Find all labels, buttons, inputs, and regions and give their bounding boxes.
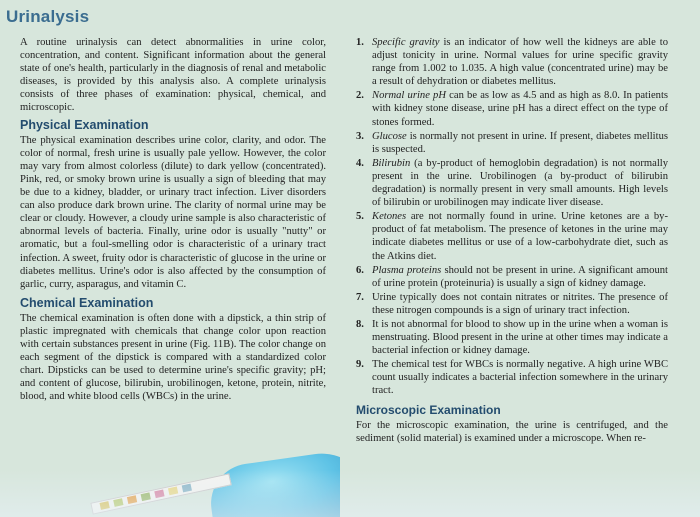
intro-paragraph: A routine urinalysis can detect abnormalities in urine color, concentration, and content. Significant information about the general state of one's health, particularly in the diagnosis of renal and metabolic diseases, is provided by this analysis also. A complete urinalysis consists of three phases of examination: physical, chemical, and microscopic. bbox=[20, 37, 326, 114]
list-item: 9. The chemical test for WBCs is normally negative. A high urine WBC count usually indicates a bacterial infection somewhere in the urinary tract. bbox=[356, 359, 669, 397]
chemical-heading: Chemical Examination bbox=[20, 295, 154, 310]
list-item: 8. It is not abnormal for blood to show up in the urine when a woman is menstruating. Blood present in the urine at other times may indicate a bacterial infection or kidney damage. bbox=[356, 318, 668, 357]
list-item: 7. Urine typically does not contain nitrates or nitrites. The presence of these nitrogen compounds is a sign of urinary tract infection. bbox=[356, 291, 668, 316]
chemical-paragraph: The chemical examination is often done with a dipstick, a thin strip of plastic impregnated with chemicals that change color upon reaction with certain substances present in urine (Fig. 11B). The color change on each segment of the dipstick is compared with a standardized color chart. Dipsticks can be used to determine urine's specific gravity; pH; and content of glucose, bilirubin, urobilinogen, ketone, protein, nitrite, blood, and white blood cells (WBCs) in the urine. bbox=[20, 312, 326, 403]
list-item: 2. Normal urine pH can be as low as 4.5 and as high as 8.0. In patients with kidney stone disease, urine pH has a direct effect on the type of stones formed. bbox=[356, 90, 669, 128]
list-item: 1. Specific gravity is an indicator of how well the kidneys are able to adjust tonicity in urine. Normal values for urine specific gravity range from 1.002 to 1.035. A high value (concentrated urine) may be a result of dehydration or diabetes mellitus. bbox=[356, 37, 668, 88]
dipstick-photo bbox=[90, 440, 340, 517]
left-column bbox=[20, 36, 326, 404]
page-title: Urinalysis bbox=[6, 7, 90, 26]
physical-heading: Physical Examination bbox=[20, 117, 149, 132]
chemical-test-list bbox=[356, 36, 668, 398]
right-column bbox=[356, 36, 668, 445]
list-item: 6. Plasma proteins should not be present in urine. A significant amount of urine protein (proteinuria) is usually a sign of kidney damage. bbox=[356, 264, 668, 289]
list-item: 5. Ketones are not normally found in urine. Urine ketones are a by-product of fat metabolism. The presence of ketones in the urine may indicate diabetes mellitus or use of a low-carbohydrate diet, such as the Atkins diet. bbox=[356, 211, 668, 262]
list-item: 3. Glucose is normally not present in urine. If present, diabetes mellitus is suspected. bbox=[356, 130, 668, 155]
microscopic-heading: Microscopic Examination bbox=[356, 402, 501, 417]
physical-paragraph: The physical examination describes urine color, clarity, and odor. The color of normal, fresh urine is usually pale yellow. However, the color may vary from almost colorless (dilute) to dark yellow (concentrated). Pink, red, or smoky brown urine is usually a sign of bleeding that may be due to a kidney, bladder, or urinary tract infection. Liver disorders can also produce dark brown urine. The clarity of normal urine may be clear or cloudy. However, a cloudy urine sample is also characteristic of abnormal levels of bacteria. Finally, urine odor is usually "nutty" or aromatic, but a foul-smelling odor is characteristic of a urinary tract infection. A sweet, fruity odor is characteristic of glucose in the urine or diabetes mellitus. Urine's odor is also affected by the consumption of garlic, curry, asparagus, and vitamin C. bbox=[20, 134, 326, 290]
microscopic-paragraph: For the microscopic examination, the urine is centrifuged, and the sediment (solid material) is examined under a microscope. When re- bbox=[356, 419, 668, 444]
list-item: 4. Bilirubin (a by-product of hemoglobin degradation) is not normally present in the urine. Urobilinogen (a by-product of bilirubin degradation) is normally present in very small amounts. High levels of bilirubin or urobilinogen may indicate liver disease. bbox=[356, 157, 668, 209]
